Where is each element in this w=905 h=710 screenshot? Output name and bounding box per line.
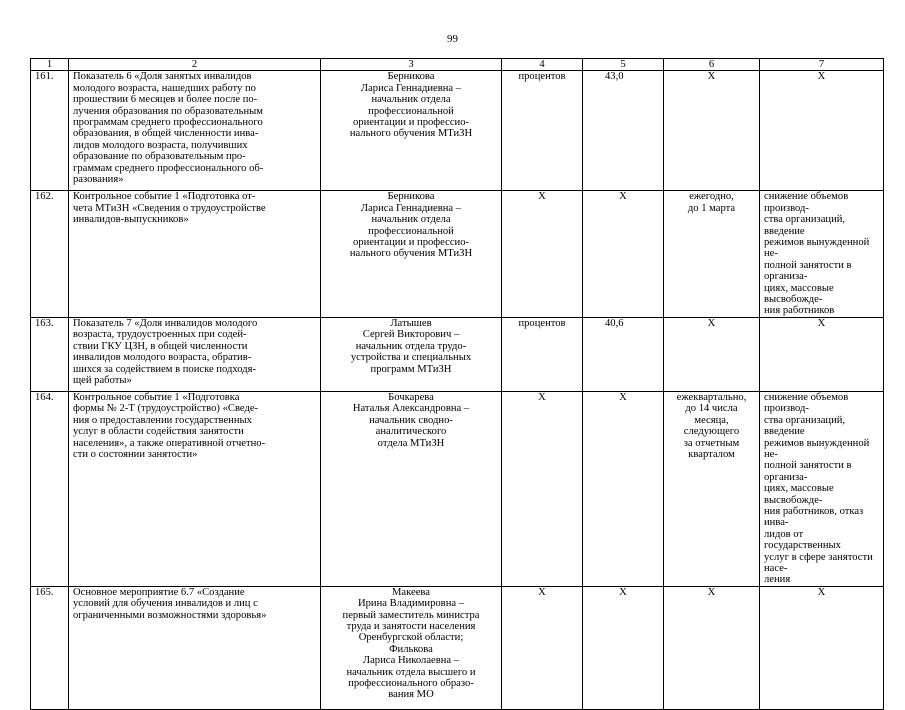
header-row [31, 59, 884, 71]
header-cell-6: 6 [664, 59, 760, 71]
page-number: 99 [447, 33, 458, 45]
unit: процентов [502, 317, 583, 391]
header-cell-7: 7 [760, 59, 884, 71]
table-row [31, 191, 884, 317]
deadline: ежеквартально, до 14 числа месяца, следующего за отчетным кварталом [664, 391, 760, 586]
table-row [31, 317, 884, 391]
risk: Х [760, 71, 884, 191]
value: 43,0 [583, 71, 664, 191]
header-cell-3: 3 [321, 59, 502, 71]
table-row [31, 586, 884, 709]
unit: процентов [502, 71, 583, 191]
item-description: Основное мероприятие 6.7 «Создание условий для обучения инвалидов и лиц с ограниченными возможностями здоровья» [69, 586, 321, 709]
row-number: 162. [31, 191, 69, 317]
responsible-person: Бочкарева Наталья Александровна – начальник сводно- аналитического отдела МТиЗН [321, 391, 502, 586]
item-description: Показатель 6 «Доля занятых инвалидов молодого возраста, нашедших работу по прошествии 6 месяцев и более после по- лучения образования по образовательным программам среднего профессионального образования, в общей численности инва- лидов молодого возраста, получивших образование по образовательным про- граммам среднего профессионального об- разования» [69, 71, 321, 191]
responsible-person: Берникова Лариса Геннадиевна – начальник отдела профессиональной ориентации и профессио- нального обучения МТиЗН [321, 71, 502, 191]
responsible-person: Латышев Сергей Викторович – начальник отдела трудо- устройства и специальных программ МТиЗН [321, 317, 502, 391]
table-row [31, 391, 884, 586]
plan-table [30, 58, 884, 710]
unit: Х [502, 191, 583, 317]
value: Х [583, 391, 664, 586]
risk: Х [760, 317, 884, 391]
row-number: 165. [31, 586, 69, 709]
responsible-person: Макеева Ирина Владимировна – первый заместитель министра труда и занятости населения Оренбургской области; Филькова Лариса Николаевна – начальник отдела высшего и профессионального образо- вания МО [321, 586, 502, 709]
deadline: ежегодно, до 1 марта [664, 191, 760, 317]
unit: Х [502, 391, 583, 586]
value: 40,6 [583, 317, 664, 391]
deadline: Х [664, 317, 760, 391]
header-cell-2: 2 [69, 59, 321, 71]
risk: снижение объемов производ- ства организаций, введение режимов вынужденной не- полной занятости в организа- циях, массовые высвобожде- ния работников, отказ инва- лидов от государственных услуг в сфере занятости насе- ления [760, 391, 884, 586]
table-row [31, 71, 884, 191]
risk: Х [760, 586, 884, 709]
unit: Х [502, 586, 583, 709]
item-description: Контрольное событие 1 «Подготовка формы № 2-Т (трудоустройство) «Сведе- ния о предоставлении государственных услуг в области содействия занятости населения», а также оперативной отчетно- сти о состоянии занятости» [69, 391, 321, 586]
row-number: 163. [31, 317, 69, 391]
value: Х [583, 191, 664, 317]
item-description: Показатель 7 «Доля инвалидов молодого возраста, трудоустроенных при содей- ствии ГКУ ЦЗН, в общей численности инвалидов молодого возраста, обратив- шихся за содействием в поиске подходя- щей работы» [69, 317, 321, 391]
deadline: Х [664, 586, 760, 709]
row-number: 161. [31, 71, 69, 191]
value: Х [583, 586, 664, 709]
risk: снижение объемов производ- ства организаций, введение режимов вынужденной не- полной занятости в организа- циях, массовые высвобожде- ния работников [760, 191, 884, 317]
item-description: Контрольное событие 1 «Подготовка от- чета МТиЗН «Сведения о трудоустройстве инвалидов-выпускников» [69, 191, 321, 317]
row-number: 164. [31, 391, 69, 586]
header-cell-1: 1 [31, 59, 69, 71]
header-cell-4: 4 [502, 59, 583, 71]
deadline: Х [664, 71, 760, 191]
responsible-person: Берникова Лариса Геннадиевна – начальник отдела профессиональной ориентации и профессио- нального обучения МТиЗН [321, 191, 502, 317]
header-cell-5: 5 [583, 59, 664, 71]
